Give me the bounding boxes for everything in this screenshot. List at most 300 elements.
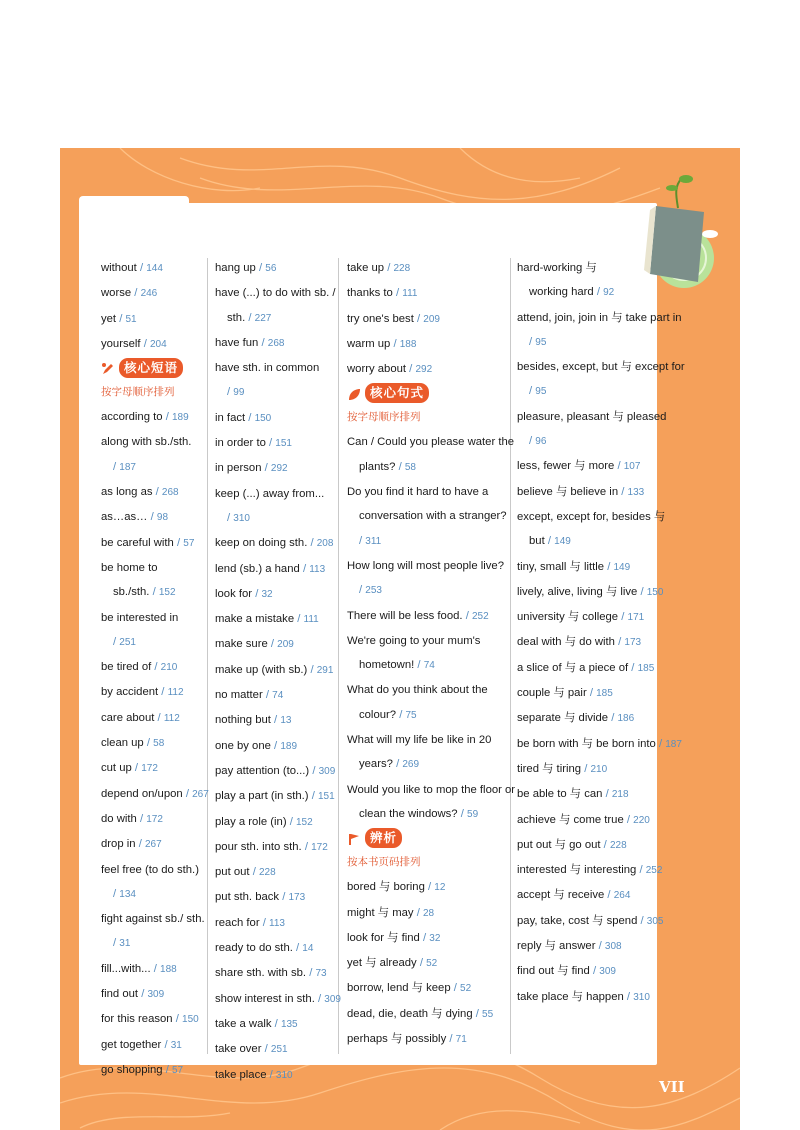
page-separator: / <box>152 586 156 599</box>
index-entry <box>101 307 205 332</box>
index-entry <box>347 951 507 976</box>
page-ref: 189 <box>280 740 298 752</box>
index-entry <box>215 557 337 582</box>
index-entry <box>517 985 687 1010</box>
page-ref: 187 <box>665 738 682 750</box>
entry-text: be born with 与 be born into <box>517 737 656 750</box>
index-entry <box>101 430 205 454</box>
entry-text: achieve 与 come true <box>517 813 624 826</box>
entry-text: pleasure, pleasant 与 pleased <box>517 410 667 423</box>
page-separator: / <box>119 312 123 325</box>
page-ref: 55 <box>482 1008 494 1020</box>
page-ref: 227 <box>254 312 272 324</box>
entry-text: working hard <box>529 286 594 299</box>
page-separator: / <box>311 790 315 803</box>
entry-text: sth. <box>227 311 246 324</box>
entry-text: by accident <box>101 686 159 699</box>
page-ref: 188 <box>399 338 417 350</box>
index-entry <box>101 1058 205 1083</box>
page-ref: 14 <box>302 943 314 955</box>
entry-text: in person <box>215 462 262 475</box>
entry-text: What will my life be like in 20 <box>347 734 492 747</box>
section-header <box>101 357 205 383</box>
page-ref: 220 <box>633 814 650 826</box>
page-ref: 51 <box>125 313 137 325</box>
index-entry <box>101 706 205 731</box>
page-separator: / <box>161 686 165 699</box>
index-entry <box>101 332 205 357</box>
page-ref: 188 <box>160 963 177 975</box>
entry-text: deal with 与 do with <box>517 636 615 649</box>
page-separator: / <box>312 764 316 777</box>
section-header <box>347 827 507 853</box>
entry-text: pay, take, cost 与 spend <box>517 914 638 927</box>
page-separator: / <box>252 866 256 879</box>
page-ref: 309 <box>147 989 165 1001</box>
page-separator: / <box>398 460 402 473</box>
page-ref: 52 <box>460 983 472 995</box>
entry-text: hang up <box>215 262 256 274</box>
index-entry <box>347 554 507 578</box>
page-ref: 186 <box>617 713 635 725</box>
entry-text: play a part (in sth.) <box>215 790 309 803</box>
page-separator: / <box>658 737 663 750</box>
index-entry <box>101 606 205 630</box>
page-separator: / <box>359 534 363 547</box>
page-separator: / <box>255 587 259 600</box>
page-separator: / <box>607 889 611 902</box>
page-separator: / <box>274 1017 278 1030</box>
entry-text: except, except for, besides 与 <box>517 510 666 523</box>
page-separator: / <box>359 584 363 597</box>
index-entry <box>517 883 687 908</box>
entry-text: There will be less food. <box>347 609 463 622</box>
page-separator: / <box>296 942 300 955</box>
entry-text: look for <box>215 587 253 600</box>
page-ref: 228 <box>258 867 276 879</box>
entry-text: conversation with a stranger? <box>359 510 507 523</box>
leaf-icon <box>347 388 361 402</box>
page-separator: / <box>317 992 322 1005</box>
column-divider <box>207 258 208 1054</box>
page-ref: 228 <box>393 263 411 274</box>
entry-text: sb./sth. <box>113 586 150 599</box>
page-separator: / <box>396 287 400 300</box>
page-ref: 58 <box>153 738 165 750</box>
page-ref: 228 <box>609 839 627 851</box>
index-entry <box>517 306 687 330</box>
page-separator: / <box>310 663 314 676</box>
entry-text: show interest in sth. <box>215 992 315 1005</box>
index-entry <box>215 860 337 885</box>
page-separator: / <box>289 815 293 828</box>
index-entry <box>101 405 205 430</box>
entry-text: as long as <box>101 486 153 499</box>
index-entry <box>517 605 687 630</box>
index-entry <box>101 882 205 907</box>
index-entry <box>215 582 337 607</box>
page-separator: / <box>165 411 169 424</box>
page-separator: / <box>248 411 252 424</box>
entry-text: tired 与 tiring <box>517 762 582 775</box>
page-ref: 52 <box>426 958 438 970</box>
page-separator: / <box>449 1033 453 1046</box>
entry-text: yet 与 already <box>347 957 417 970</box>
page-ref: 59 <box>467 808 479 820</box>
page-separator: / <box>640 585 644 598</box>
page-ref: 99 <box>233 387 245 399</box>
entry-text: get together <box>101 1038 162 1051</box>
page-separator: / <box>153 962 157 975</box>
index-entry <box>101 1007 205 1032</box>
entry-text: take place 与 happen <box>517 990 624 1003</box>
entry-text: worry about <box>347 363 407 376</box>
page-separator: / <box>113 460 117 473</box>
page-separator: / <box>417 659 421 672</box>
index-entry <box>215 632 337 657</box>
index-entry <box>347 752 507 777</box>
entry-text: keep on doing sth. <box>215 537 308 550</box>
index-entry <box>215 1063 337 1088</box>
page-separator: / <box>584 762 588 775</box>
section-subtitle: 按字母顺序排列 <box>347 411 421 424</box>
page-separator: / <box>640 914 644 927</box>
page-separator: / <box>465 609 469 622</box>
page-ref: 172 <box>311 841 328 853</box>
page-separator: / <box>113 635 117 648</box>
page-ref: 112 <box>163 712 180 724</box>
page-ref: 269 <box>402 759 420 771</box>
entry-text: fight against sb./ sth. <box>101 913 205 926</box>
entry-text: Can / Could you please water the <box>347 436 515 449</box>
index-entry <box>517 429 687 454</box>
entry-text: without <box>101 262 137 274</box>
page-separator: / <box>529 385 533 398</box>
entry-text: less, fewer 与 more <box>517 460 615 473</box>
index-entry <box>215 256 337 281</box>
page-ref: 134 <box>119 888 136 900</box>
entry-text: find out 与 find <box>517 965 590 978</box>
entry-text: reply 与 answer <box>517 940 596 953</box>
section-header <box>347 382 507 408</box>
entry-text: in order to <box>215 437 266 450</box>
page-ref: 32 <box>261 588 273 600</box>
index-entry <box>347 256 507 281</box>
page-ref: 13 <box>280 715 292 727</box>
entry-text: put sth. back <box>215 891 280 904</box>
page-ref: 111 <box>303 614 319 626</box>
index-entry <box>347 1002 507 1027</box>
index-entry <box>215 1037 337 1062</box>
page-separator: / <box>269 437 273 450</box>
page-separator: / <box>304 840 308 853</box>
entry-text: play a role (in) <box>215 815 287 828</box>
index-entry <box>517 656 687 681</box>
index-column-3 <box>347 256 516 1052</box>
page-separator: / <box>154 661 158 674</box>
page-ref: 209 <box>277 639 294 651</box>
entry-text: might 与 may <box>347 906 414 919</box>
page-ref: 251 <box>119 636 136 648</box>
page-ref: 149 <box>613 561 631 573</box>
index-entry <box>347 1027 507 1052</box>
section-subtitle: 按字母顺序排列 <box>101 386 175 399</box>
entry-text: tiny, small 与 little <box>517 560 605 573</box>
index-entry <box>215 506 337 531</box>
entry-text: be able to 与 can <box>517 788 603 801</box>
entry-text: have sth. in common <box>215 362 320 375</box>
entry-text: a slice of 与 a piece of <box>517 661 629 674</box>
index-entry <box>101 556 205 580</box>
entry-text: yourself <box>101 337 141 350</box>
section-title: 核心句式 <box>365 383 429 403</box>
entry-text: look for 与 find <box>347 931 420 944</box>
index-entry <box>101 957 205 982</box>
page-ref: 92 <box>603 287 615 299</box>
page-separator: / <box>282 891 286 904</box>
index-entry <box>101 281 205 306</box>
page-separator: / <box>396 758 400 771</box>
entry-text: besides, except, but 与 except for <box>517 361 685 374</box>
page-separator: / <box>139 812 144 825</box>
page-ref: 268 <box>267 337 285 349</box>
index-entry <box>347 678 507 702</box>
page-ref: 253 <box>365 585 382 597</box>
page-separator: / <box>621 485 625 498</box>
entry-text: be home to <box>101 561 158 574</box>
index-entry <box>347 629 507 653</box>
page-ref: 208 <box>316 538 334 550</box>
entry-text: take place <box>215 1068 267 1081</box>
index-entry <box>517 782 687 807</box>
page-separator: / <box>165 1063 169 1076</box>
index-entry <box>101 480 205 505</box>
page-separator: / <box>605 788 609 801</box>
index-entry <box>517 355 687 379</box>
page-ref: 267 <box>192 788 209 800</box>
entry-text: feel free (to do sth.) <box>101 863 199 876</box>
index-entry <box>517 706 687 731</box>
page-ref: 309 <box>599 966 616 978</box>
index-entry <box>101 630 205 655</box>
entry-text: be careful with <box>101 536 174 549</box>
page-separator: / <box>146 737 150 750</box>
page-ref: 58 <box>404 461 416 473</box>
entry-text: have fun <box>215 336 259 349</box>
entry-text: colour? <box>359 708 397 721</box>
index-entry <box>215 531 337 556</box>
page-ref: 291 <box>316 664 334 676</box>
index-entry <box>517 681 687 706</box>
page-separator: / <box>113 937 117 950</box>
entry-text: We're going to your mum's <box>347 634 481 647</box>
page-separator: / <box>393 337 397 350</box>
entry-text: no matter <box>215 689 263 702</box>
page-ref: 135 <box>280 1018 298 1030</box>
entry-text: How long will most people live? <box>347 559 504 572</box>
entry-text: What do you think about the <box>347 684 488 697</box>
entry-text: worse <box>101 287 132 300</box>
entry-text: share sth. with sb. <box>215 967 307 980</box>
index-entry <box>347 728 507 752</box>
entry-text: care about <box>101 711 155 724</box>
index-entry <box>215 987 341 1012</box>
page-ref: 151 <box>317 791 335 803</box>
index-entry <box>215 759 337 784</box>
page-separator: / <box>175 1013 179 1026</box>
entry-text: Would you like to mop the floor or <box>347 783 516 796</box>
index-entry <box>347 926 507 951</box>
index-entry <box>101 531 205 556</box>
page-ref: 144 <box>146 263 163 274</box>
index-entry <box>101 580 205 605</box>
page-ref: 251 <box>270 1044 288 1056</box>
index-entry <box>215 607 337 632</box>
entry-text: Do you find it hard to have a <box>347 486 489 499</box>
index-entry <box>517 256 687 280</box>
page-ref: 95 <box>535 336 547 348</box>
entry-text: warm up <box>347 337 391 350</box>
index-entry <box>101 680 205 705</box>
entry-text: according to <box>101 411 163 424</box>
entry-text: believe 与 believe in <box>517 485 619 498</box>
page-ref: 185 <box>637 662 655 674</box>
index-entry <box>215 456 337 481</box>
index-entry <box>517 454 687 479</box>
pencil-icon <box>101 362 115 376</box>
entry-text: drop in <box>101 838 136 851</box>
index-entry <box>215 482 337 506</box>
entry-text: thanks to <box>347 287 393 300</box>
index-entry <box>517 555 687 580</box>
page-separator: / <box>269 1068 273 1081</box>
page-ref: 310 <box>275 1069 293 1081</box>
page-separator: / <box>611 712 615 725</box>
index-entry <box>101 756 205 781</box>
page-ref: 264 <box>613 890 631 902</box>
entry-text: lively, alive, living 与 live <box>517 585 638 598</box>
index-entry <box>215 885 337 910</box>
page-ref: 73 <box>315 968 327 980</box>
entry-text: but <box>529 535 545 548</box>
entry-text: for this reason <box>101 1013 173 1026</box>
index-entry <box>101 858 205 882</box>
page-separator: / <box>399 708 403 721</box>
entry-text: ready to do sth. <box>215 942 293 955</box>
index-entry <box>517 330 687 355</box>
page-ref: 32 <box>429 932 441 944</box>
page-ref: 150 <box>254 412 272 424</box>
entry-text: hard-working 与 <box>517 262 597 274</box>
page-separator: / <box>274 739 278 752</box>
page-ref: 171 <box>627 612 645 624</box>
page-ref: 98 <box>156 512 169 524</box>
page-separator: / <box>113 887 117 900</box>
index-entry <box>215 658 337 683</box>
entry-text: take up <box>347 262 385 274</box>
page-separator: / <box>264 1043 268 1056</box>
page-ref: 31 <box>119 938 131 950</box>
entry-text: cut up <box>101 762 132 775</box>
index-entry <box>517 480 687 505</box>
page-ref: 96 <box>535 436 547 448</box>
page-ref: 172 <box>141 763 158 775</box>
page-separator: / <box>155 486 159 499</box>
entry-text: try one's best <box>347 312 414 325</box>
index-entry <box>101 931 205 956</box>
page-ref: 309 <box>324 993 341 1005</box>
index-entry <box>347 332 507 357</box>
page-ref: 152 <box>158 587 176 599</box>
entry-text: clean up <box>101 737 144 750</box>
page-ref: 150 <box>646 586 664 598</box>
entry-text: put out 与 go out <box>517 838 601 851</box>
entry-text: be interested in <box>101 611 179 624</box>
index-entry <box>347 281 507 306</box>
entry-text: make up (with sb.) <box>215 663 308 676</box>
index-entry <box>215 961 337 986</box>
page-separator: / <box>598 940 602 953</box>
index-entry <box>517 757 687 782</box>
page-separator: / <box>428 881 432 894</box>
entry-text: put out <box>215 866 250 879</box>
index-entry <box>215 734 337 759</box>
page-separator: / <box>419 957 423 970</box>
page-ref: 267 <box>144 839 162 851</box>
entry-text: along with sb./sth. <box>101 436 192 449</box>
entry-text: one by one <box>215 739 271 752</box>
page-ref: 149 <box>554 536 571 548</box>
index-entry <box>517 959 687 984</box>
index-entry <box>347 976 507 1001</box>
index-entry <box>347 653 507 678</box>
page-separator: / <box>409 363 413 376</box>
index-entry <box>517 732 687 757</box>
index-entry <box>347 430 515 454</box>
page-separator: / <box>626 813 631 826</box>
index-entry <box>347 455 507 480</box>
index-entry <box>517 858 687 883</box>
section-title: 辨析 <box>365 828 402 848</box>
page-ref: 151 <box>275 438 292 450</box>
page-ref: 57 <box>171 1064 184 1076</box>
page-ref: 57 <box>183 537 195 549</box>
index-entry <box>101 655 205 680</box>
page-ref: 204 <box>149 338 167 350</box>
page-separator: / <box>262 916 266 929</box>
index-entry <box>215 708 337 733</box>
page-ref: 185 <box>596 688 613 700</box>
entry-text: yet <box>101 312 117 325</box>
page-number: VII <box>659 1078 685 1096</box>
page-separator: / <box>453 982 457 995</box>
page-ref: 71 <box>455 1034 467 1046</box>
page-ref: 292 <box>415 364 433 376</box>
entry-text: take over <box>215 1043 262 1056</box>
page-separator: / <box>422 931 427 944</box>
entry-text: university 与 college <box>517 611 619 624</box>
page-separator: / <box>309 967 313 980</box>
page-ref: 309 <box>318 765 336 777</box>
page-ref: 292 <box>270 463 288 475</box>
entry-text: keep (...) away from... <box>215 487 325 500</box>
index-entry <box>517 909 687 934</box>
index-entry <box>215 281 337 305</box>
index-entry <box>347 307 507 332</box>
page-ref: 218 <box>611 789 629 801</box>
page-separator: / <box>248 311 252 324</box>
page-separator: / <box>475 1007 479 1020</box>
